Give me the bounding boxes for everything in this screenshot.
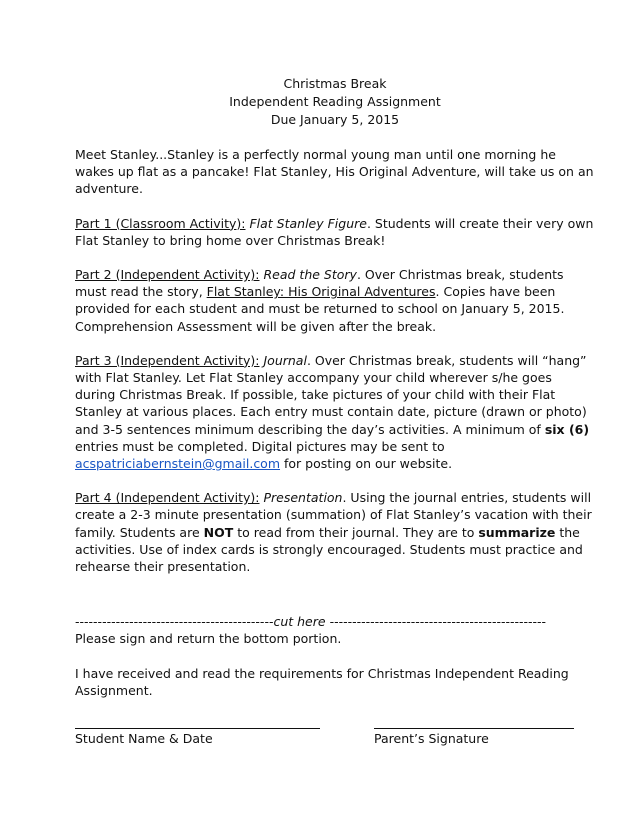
part4-title: Presentation	[263, 490, 343, 506]
email-link[interactable]: acspatriciabernstein@gmail.com	[75, 456, 281, 472]
return-instructions: Please sign and return the bottom portion.	[75, 631, 342, 647]
header-subtitle: Independent Reading Assignment	[229, 94, 441, 109]
cut-label: cut here	[273, 614, 326, 630]
cut-dashes-right: ------------------------------------------------	[325, 614, 547, 630]
part3-text1: . Over Christmas break, students will “hang” with Flat Stanley. Let Flat Stanley accompany your child wherever s/he goes during Christmas Break. If possible, take pictures of your child with their Flat Stanley at various places. Each entry must contain date, picture (drawn or photo) and 3-5 sentences minimum describing the day’s activities. A minimum of	[75, 352, 587, 437]
part4-text3: the activities. Use of index cards is strongly encouraged. Students must practice and rehearse their presentation.	[75, 524, 583, 575]
cut-dashes-left: --------------------------------------------	[75, 614, 274, 630]
part1-paragraph	[75, 215, 595, 249]
part3-minimum-count: six (6)	[544, 421, 590, 437]
parent-signature-line[interactable]	[374, 716, 574, 729]
signature-row	[75, 716, 595, 752]
part2-label: Part 2 (Independent Activity):	[75, 267, 260, 283]
intro-paragraph: Meet Stanley...Stanley is a perfectly normal young man until one morning he wakes up flat as a pancake! Flat Stanley, His Original Adventure, will take us on an adventure.	[75, 147, 594, 197]
part3-paragraph	[75, 352, 595, 472]
part4-text2: to read from their journal. They are to	[233, 524, 479, 540]
part1-text: . Students will create their very own Flat Stanley to bring home over Christmas Break!	[75, 215, 594, 248]
part4-paragraph	[75, 489, 595, 575]
student-signature-line[interactable]	[75, 716, 320, 729]
part3-title: Journal	[263, 352, 307, 368]
cut-line	[75, 613, 595, 630]
part3-text2: entries must be completed. Digital pictures may be sent to	[75, 438, 445, 454]
part2-paragraph	[75, 266, 595, 335]
part2-text2: . Copies have been provided for each student and must be returned to school on January 5, 2015. Comprehension Assessment will be given after the break.	[75, 284, 565, 334]
part4-text1: . Using the journal entries, students will create a 2-3 minute presentation (summation) of Flat Stanley’s vacation with their family. Students are	[75, 490, 592, 540]
part3-label: Part 3 (Independent Activity):	[75, 352, 260, 368]
part4-not: NOT	[203, 524, 234, 540]
student-signature-label: Student Name & Date	[75, 731, 213, 747]
part2-title: Read the Story	[263, 267, 357, 283]
document-page	[75, 75, 595, 752]
acknowledgement: I have received and read the requirements for Christmas Independent Reading Assignment.	[75, 665, 569, 698]
part4-label: Part 4 (Independent Activity):	[75, 490, 260, 506]
part2-book-title: Flat Stanley: His Original Adventures	[206, 284, 436, 300]
header-due-date: Due January 5, 2015	[270, 112, 400, 127]
part3-text3: for posting on our website.	[280, 456, 453, 472]
part1-title: Flat Stanley Figure	[249, 215, 367, 231]
header	[75, 75, 595, 129]
parent-signature-label: Parent’s Signature	[374, 731, 489, 747]
part2-text1: . Over Christmas break, students must read the story,	[75, 267, 564, 300]
header-title: Christmas Break	[283, 76, 387, 91]
part1-label: Part 1 (Classroom Activity):	[75, 215, 246, 231]
part4-summarize: summarize	[478, 524, 556, 540]
